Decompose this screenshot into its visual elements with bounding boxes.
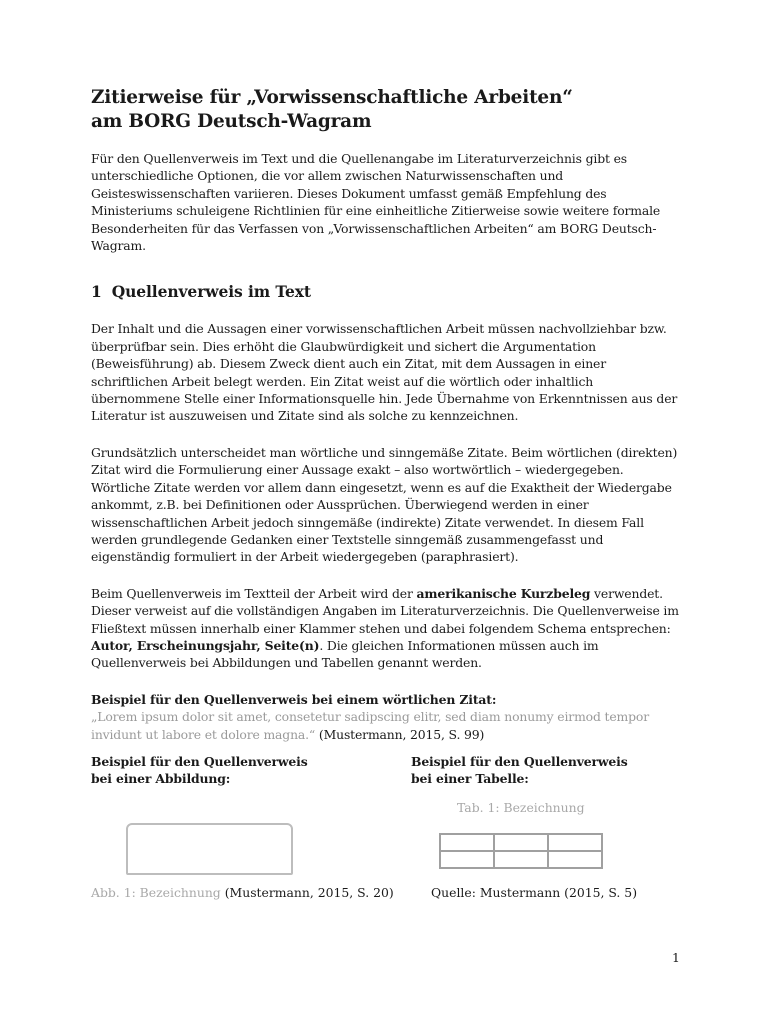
table-cell [440, 851, 494, 868]
paragraph-3-part-1: Beim Quellenverweis im Textteil der Arbeit wird der [91, 585, 417, 601]
quote-example [91, 691, 679, 743]
table-cell [548, 834, 602, 851]
table-row [440, 834, 602, 851]
intro-paragraph: Für den Quellenverweis im Text und die Quellenangabe im Literaturverzeichnis gibt es unterschiedliche Optionen, die vor allem zwischen Naturwissenschaften und Geisteswissenschaften variieren. Dieses Dokument umfasst gemäß Empfehlung des Ministeriums schuleigene Richtlinien für eine einheitliche Zitierweise sowie weitere formale Besonderheiten für das Verfassen von „Vorwissenschaftlichen Arbeiten“ am BORG Deutsch-Wagram. [91, 151, 661, 254]
figure-example [91, 753, 394, 900]
title-line-2: am BORG Deutsch-Wagram [91, 111, 372, 132]
bold-term-schema: Autor, Erscheinungsjahr, Seite(n) [91, 637, 320, 653]
quote-example-heading: Beispiel für den Quellenverweis bei einem wörtlichen Zitat: [91, 691, 497, 707]
table-example-heading [411, 753, 681, 788]
table-source: Quelle: Mustermann (2015, S. 5) [431, 884, 638, 900]
table-cell [494, 851, 548, 868]
table-cell [440, 834, 494, 851]
paragraph-3-part-3: . Die gleichen Informationen müssen auch im Quellenverweis bei Abbildungen und Tabellen genannt werden. [91, 637, 599, 671]
figure-placeholder [126, 823, 293, 875]
table-row [440, 851, 602, 868]
table-caption: Tab. 1: Bezeichnung [457, 799, 585, 815]
table-example [411, 753, 681, 900]
paragraph-3 [91, 585, 679, 672]
page-number: 1 [672, 950, 680, 965]
example-quote-text: „Lorem ipsum dolor sit amet, consetetur sadipscing elitr, sed diam nonumy eirmod tempor invidunt ut labore et dolore magna.“ [91, 709, 650, 742]
document-title [91, 86, 679, 134]
title-line-1: Zitierweise für „Vorwissenschaftliche Arbeiten“ [91, 87, 573, 108]
table-placeholder [439, 833, 603, 869]
table-cell [548, 851, 602, 868]
bold-term-kurzbeleg: amerikanische Kurzbeleg [416, 585, 591, 601]
section-heading [91, 282, 679, 301]
figure-heading-line-2: bei einer Abbildung: [91, 771, 231, 787]
examples-columns [91, 753, 679, 903]
table-heading-line-1: Beispiel für den Quellenverweis [411, 753, 628, 769]
figure-caption-label: Abb. 1: Bezeichnung [91, 884, 221, 900]
paragraph-3-part-2: verwendet. Dieser verweist auf die vollständigen Angaben im Literaturverzeichnis. Die Quellenverweise im Fließtext müssen innerhalb einer Klammer stehen und dabei folgendem Schema entsprechen: [91, 585, 679, 636]
document-page [91, 86, 679, 903]
paragraph-1: Der Inhalt und die Aussagen einer vorwissenschaftlichen Arbeit müssen nachvollziehbar bzw. überprüfbar sein. Dies erhöht die Glaubwürdigkeit und sichert die Argumentation (Beweisführung) ab. Diesem Zweck dient auch ein Zitat, mit dem Aussagen in einer schriftlichen Arbeit belegt werden. Ein Zitat weist auf die wörtlich oder inhaltlich übernommene Stelle einer Informationsquelle hin. Jede Übernahme von Erkenntnissen aus der Literatur ist auszuweisen und Zitate sind als solche zu kennzeichnen. [91, 321, 678, 424]
figure-caption [91, 885, 394, 900]
section-title: Quellenverweis im Text [111, 282, 311, 302]
quote-example-body [91, 708, 679, 743]
paragraph-2: Grundsätzlich unterscheidet man wörtliche und sinngemäße Zitate. Beim wörtlichen (direkten) Zitat wird die Formulierung einer Aussage exakt – also wortwörtlich – wiedergegeben. Wörtliche Zitate werden vor allem dann eingesetzt, wenn es auf die Exaktheit der Wiedergabe ankommt, z.B. bei Definitionen oder Aussprüchen. Überwiegend werden in einer wissenschaftlichen Arbeit jedoch sinngemäße (indirekte) Zitate verwendet. In diesem Fall werden grundlegende Gedanken einer Textstelle sinngemäß zusammengefasst und eigenständig formuliert in der Arbeit wiedergegeben (paraphrasiert). [91, 444, 678, 565]
figure-caption-citation: (Mustermann, 2015, S. 20) [220, 884, 394, 900]
section-number: 1 [91, 282, 102, 302]
figure-heading-line-1: Beispiel für den Quellenverweis [91, 753, 308, 769]
table-heading-line-2: bei einer Tabelle: [411, 771, 529, 787]
figure-example-heading [91, 753, 391, 788]
table-cell [494, 834, 548, 851]
example-quote-citation: (Mustermann, 2015, S. 99) [315, 726, 485, 742]
